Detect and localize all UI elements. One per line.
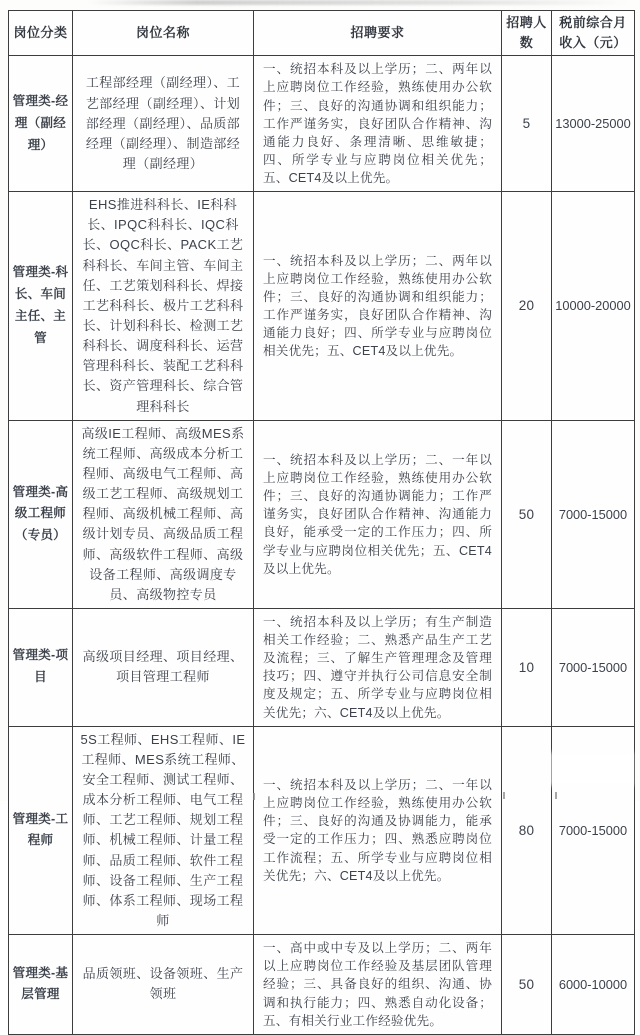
cell-requirements: 一、统招本科及以上学历；二、一年以上应聘岗位工作经验，熟练使用办公软件；三、良好的沟通协调能力；工作严谨务实，良好团队合作精神、沟通能力良好，能承受一定的工作压力；四、所学专业与应聘岗位相关优先；五、CET4及以上优先。: [254, 420, 502, 608]
recruitment-table: [8, 10, 635, 1035]
header-requirements: 招聘要求: [254, 11, 502, 56]
cropped-next-row-border-stub: [555, 792, 557, 799]
cell-positions: EHS推进科科长、IE科科长、IPQC科科长、IQC科长、OQC科长、PACK工艺科科长、车间主管、车间主任、工艺策划科科长、焊接工艺科科长、极片工艺科科长、计划科科长、检测工艺科科长、调度科科长、运营管理科科长、装配工艺科科长、资产管理科长、综合管理科科长: [73, 192, 254, 421]
header-headcount: 招聘人数: [502, 11, 552, 56]
cell-category: 管理类-基层管理: [9, 935, 73, 1035]
cell-headcount: 80: [502, 726, 552, 934]
header-category: 岗位分类: [9, 11, 73, 56]
cell-headcount: 50: [502, 935, 552, 1035]
cell-salary: 10000-20000: [552, 192, 635, 421]
table-row: [9, 192, 635, 421]
cell-headcount: 10: [502, 608, 552, 726]
cell-requirements: 一、统招本科及以上学历；二、两年以上应聘岗位工作经验，熟练使用办公软件；三、良好的沟通协调和组织能力；工作严谨务实，良好团队合作精神、沟通能力良好；四、所学专业与应聘岗位相关优先；五、CET4及以上优先。: [254, 192, 502, 421]
cell-category: 管理类-科长、车间主任、主管: [9, 192, 73, 421]
cell-positions: 工程部经理（副经理）、工艺部经理（副经理）、计划部经理（副经理）、品质部经理（副经理）、制造部经理（副经理）: [73, 56, 254, 192]
cell-requirements: 一、统招本科及以上学历；有生产制造相关工作经验；二、熟悉产品生产工艺及流程；三、了解生产管理理念及管理技巧；四、遵守并执行公司信息安全制度及规定；五、所学专业与应聘岗位相关优先；六、CET4及以上优先。: [254, 608, 502, 726]
cell-category: 管理类-经理（副经理）: [9, 56, 73, 192]
photo-artifact-smudge: [88, 0, 628, 5]
cell-positions: 高级项目经理、项目经理、项目管理工程师: [73, 608, 254, 726]
cell-category: 管理类-工程师: [9, 726, 73, 934]
cell-salary: 7000-15000: [552, 420, 635, 608]
cell-category: 管理类-高级工程师（专员）: [9, 420, 73, 608]
table-row: [9, 608, 635, 726]
cell-headcount: 50: [502, 420, 552, 608]
cell-positions: 品质领班、设备领班、生产领班: [73, 935, 254, 1035]
cell-headcount: 5: [502, 56, 552, 192]
cell-positions: 高级IE工程师、高级MES系统工程师、高级成本分析工程师、高级电气工程师、高级工艺工程师、高级规划工程师、高级机械工程师、高级计划专员、高级品质工程师、高级软件工程师、高级设备工程师、高级调度专员、高级物控专员: [73, 420, 254, 608]
cell-requirements: 一、统招本科及以上学历；二、两年以上应聘岗位工作经验，熟练使用办公软件；三、良好的沟通协调和组织能力；工作严谨务实，良好团队合作精神、沟通能力良好、条理清晰、思维敏捷；四、所学专业与应聘岗位相关优先；五、CET4及以上优先。: [254, 56, 502, 192]
cell-positions: 5S工程师、EHS工程师、IE工程师、MES系统工程师、安全工程师、测试工程师、成本分析工程师、电气工程师、工艺工程师、规划工程师、机械工程师、计量工程师、品质工程师、软件工程师、设备工程师、生产工程师、体系工程师、现场工程师: [73, 726, 254, 934]
cell-requirements: 一、统招本科及以上学历；二、一年以上应聘岗位工作经验，熟练使用办公软件；三、良好的沟通及协调能力，能承受一定的工作压力；四、熟悉应聘岗位工作流程；五、所学专业与应聘岗位相关优先；六、CET4及以上优先。: [254, 726, 502, 934]
table-row: [9, 726, 635, 934]
cell-headcount: 20: [502, 192, 552, 421]
cell-category: 管理类-项目: [9, 608, 73, 726]
cell-salary: 7000-15000: [552, 726, 635, 934]
cropped-next-row-border-stub: [253, 793, 255, 800]
cropped-next-row-border-stub: [503, 792, 505, 799]
table-row: [9, 935, 635, 1035]
cell-salary: 6000-10000: [552, 935, 635, 1035]
header-salary: 税前综合月收入（元）: [552, 11, 635, 56]
cell-requirements: 一、高中或中专及以上学历；二、两年以上应聘岗位工作经验及基层团队管理经验；三、具备良好的组织、沟通、协调和执行能力；四、熟悉自动化设备；五、有相关行业工作经验优先。: [254, 935, 502, 1035]
cell-salary: 7000-15000: [552, 608, 635, 726]
header-row: [9, 11, 635, 56]
table-row: [9, 56, 635, 192]
cell-salary: 13000-25000: [552, 56, 635, 192]
watermark-removal-patch: [548, 752, 634, 786]
header-position-name: 岗位名称: [73, 11, 254, 56]
table-row: [9, 420, 635, 608]
